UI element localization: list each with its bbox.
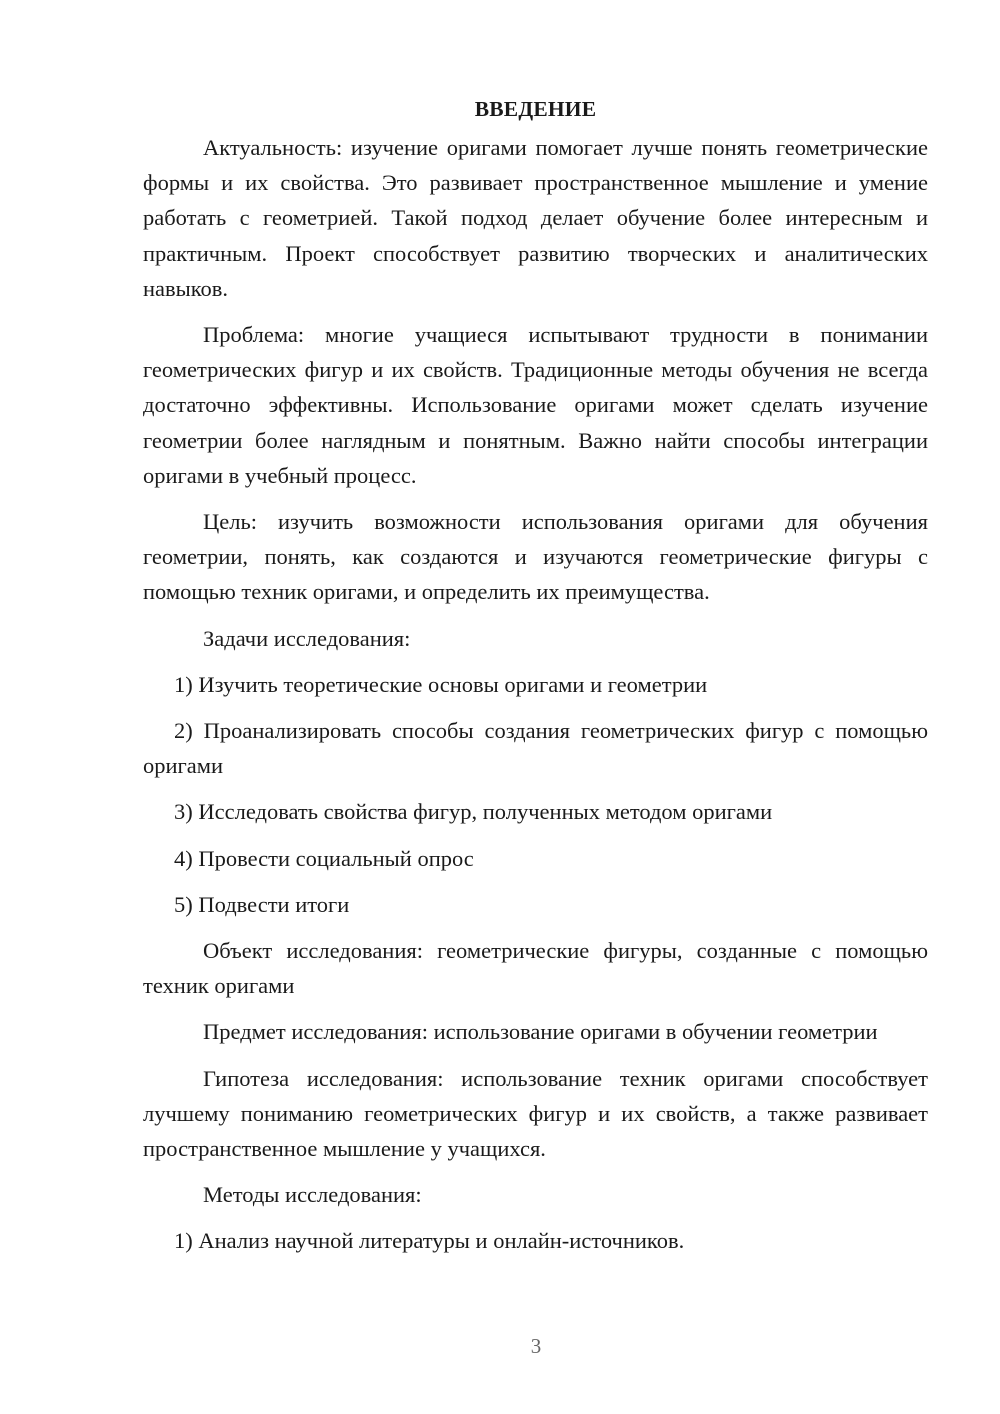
task-item: 4) Провести социальный опрос — [174, 845, 474, 871]
task-item: 3) Исследовать свойства фигур, полученных методом оригами — [174, 799, 773, 825]
task-item: 2) Проанализировать способы создания геометрических фигур с помощью оригами — [143, 718, 928, 779]
method-item: 1) Анализ научной литературы и онлайн-источников. — [174, 1228, 685, 1254]
page-number: 3 — [530, 1334, 542, 1358]
goal-paragraph: Цель: изучить возможности использования оригами для обучения геометрии, понять, как создаются и изучаются геометрические фигуры с помощью техник оригами, и определить их преимущества. — [143, 509, 928, 605]
task-item: 1) Изучить теоретические основы оригами и геометрии — [174, 671, 708, 697]
task-item: 5) Подвести итоги — [174, 891, 350, 917]
tasks-label: Задачи исследования: — [203, 625, 411, 651]
problem-paragraph: Проблема: многие учащиеся испытывают трудности в понимании геометрических фигур и их свойств. Традиционные методы обучения не всегда достаточно эффективны. Использование оригами может сделать изучение геометрии более наглядным и понятным. Важно найти способы интеграции оригами в учебный процесс. — [143, 322, 928, 488]
page-content — [143, 92, 928, 1270]
methods-label: Методы исследования: — [203, 1182, 422, 1208]
hypothesis-paragraph: Гипотеза исследования: использование техник оригами способствует лучшему пониманию геометрических фигур и их свойств, а также развивает пространственное мышление у учащихся. — [143, 1065, 928, 1162]
subject-paragraph: Предмет исследования: использование оригами в обучении геометрии — [203, 1019, 878, 1045]
section-heading: ВВЕДЕНИЕ — [474, 97, 597, 121]
relevance-paragraph: Актуальность: изучение оригами помогает лучше понять геометрические формы и их свойства. Это развивает пространственное мышление и умение работать с геометрией. Такой подход делает обучение более интересным и практичным. Проект способствует развитию творческих и аналитических навыков. — [143, 135, 928, 301]
object-paragraph: Объект исследования: геометрические фигуры, созданные с помощью техник оригами — [143, 938, 928, 999]
